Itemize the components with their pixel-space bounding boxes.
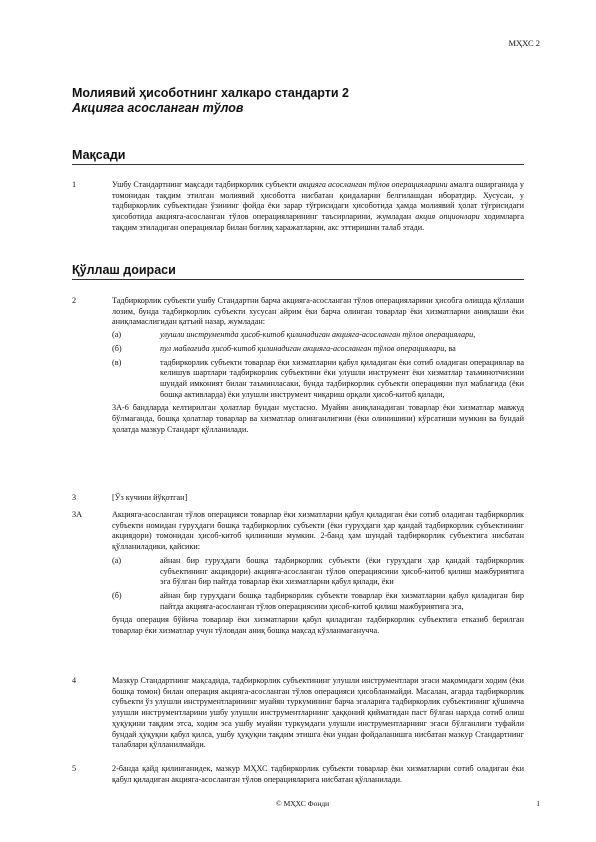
paragraph-3a (72, 510, 524, 637)
paragraph-number: 1 (72, 180, 77, 189)
list-item: (б) айнан бир гуруҳдаги бошқа тадбиркорлик субъекти товарлар ёки хизматларни қабул қиладиган бир пайтда акцияга-асосланган тўлов операциясини ҳисоб-китоб қилиш мажбуриятига эга, (112, 590, 524, 611)
paragraph-text: Мазкур Стандартнинг мақсадида, тадбиркорлик субъектининг улушли инструментлари эгаси мақомидаги ходим (ёки бошқа томон) билан операция акцияга-асосланган тўлов операцияси ҳисобланмайди. Масалан, агарда тадбиркорлик субъекти ўз улушли инструментларининг муайян туркумининг барча эгаларига тадбиркорлик субъектининг қўшимча улушли инструментларини ушбу улушли инструментларнинг ҳаққоний қийматидан паст бўлган нархда сотиб олиш ҳуқуқини тақдим этса, ходим эса ушбу муайян туркумдаги улушли инструментларнинг эгаси бўлганлиги туфайли бундай ҳуқуқни қабул қилса, ушбу ҳуқуқни тақдим этишга ёки ундан фойдаланишга нисбатан мазкур Стандартнинг талаблари қўлланилмайди. (112, 676, 524, 750)
standard-subtitle: Акцияга асосланган тўлов (72, 101, 244, 115)
paragraph-5 (72, 764, 524, 785)
paragraph-text: [Ўз кучини йўқотган] (112, 493, 188, 502)
paragraph-number: 4 (72, 676, 77, 685)
paragraph-number: 5 (72, 764, 77, 773)
list-item: (в) тадбиркорлик субъекти товарлар ёки хизматларни қабул қиладиган ёки сотиб оладиган операциялар ва келишув шартлари тадбиркорлик субъектини ёки улушли инструмент ёки хизматлар таъминотчисини шундай имконият билан таъминласаки, бунда тадбиркорлик субъекти операцияни пул маблағида (ёки бошқа активларда) ёки улушли инструмент чиқариш орқали ҳисоб-китоб қилади, (112, 357, 524, 399)
paragraph-text: Акцияга-асосланган тўлов операцияси товарлар ёки хизматларни қабул қиладиган ёки сотиб оладиган тадбиркорлик субъекти номидан гуруҳдаги бошқа тадбиркорлик субъекти (ёки гуруҳдаги ҳар қандай тадбиркорлик субъектининг акциядори) томонидан ҳисоб-китоб қилиниши мумкин. 2-банд ҳам шундай тадбиркорлик субъектига нисбатан қўлланиладики, қайсики: (112, 510, 524, 552)
standard-title: Молиявий ҳисоботнинг халкаро стандарти 2 (72, 86, 349, 100)
paragraph-tail: 3А-6 бандларда келтирилган ҳолатлар бундан мустасно. Муайян аниқланадиган товарлар ёки хизматлар мавжуд бўлмаганда, бошқа ҳолатлар товарлар ва хизматлар олинганлигини (ёки олинишини) кўрсатиши мумкин ва бундай ҳолатда мазкур Стандарт қўлланилади. (112, 403, 524, 434)
paragraph-number: 2 (72, 296, 77, 305)
paragraph-number: 3 (72, 493, 77, 502)
footer-copyright: © МҲХС Фонди (276, 799, 330, 808)
paragraph-2 (72, 296, 524, 435)
paragraph-text: Тадбиркорлик субъекти ушбу Стандартни барча акцияга-асосланган тўлов операцияларини ҳисобга олишда қўллаши лозим, бунда тадбиркорлик субъекти хусусан айрим ёки барча олинган товарлар ёки хизматларни аниқлаши ёки аниқламаслигидан қатъий назар, жумладан: (112, 296, 524, 327)
paragraph-3 (72, 493, 524, 504)
running-header-code: МҲХС 2 (508, 38, 540, 48)
paragraph-1 (72, 180, 524, 234)
paragraph-text: Ушбу Стандартнинг мақсади тадбиркорлик субъекти акцияга асосланган тўлов операцияларини амалга оширганида у томонидан тақдим этилган молиявий ҳисоботга нисбатан қоидаларни белгилашдан иборатдир. Хусусан, у тадбиркорлик субъектидан ўзининг фойда ёки зарар тўғрисидаги ҳисоботида ҳамда молиявий ҳолат тўғрисидаги ҳисоботида акцияга-асосланган тўлов операцияларининг таъсирларини, жумладан акция опционлари ходимларга тақдим этиладиган операциялар билан боғлиқ харажатларни, акс эттиришни талаб этади. (112, 180, 524, 232)
list-item: (а) улушли инструментда ҳисоб-китоб қилинадиган акцияга-асосланган тўлов операциялари, (112, 330, 476, 340)
list-item: (а) айнан бир гуруҳдаги бошқа тадбиркорлик субъекти (ёки гуруҳдаги ҳар қандай тадбиркорлик субъектининг акциядори) акцияга-асосланган тўлов операциясини ҳисоб-китоб қилиш мажбуриятига эга бўлган бир пайтда товарлар ёки хизматларни қабул қилади, ёки (112, 555, 524, 587)
paragraph-4 (72, 676, 524, 751)
section-heading-objective: Мақсади (72, 148, 524, 165)
paragraph-text: 2-банда қайд қилинганидек, мазкур МҲХС тадбиркорлик субъекти товарлар ёки хизматларни сотиб оладиган ёки қабул қиладиган акцияга-асосланган тўлов операцияларига нисбатан қўлланилади. (112, 764, 524, 784)
paragraph-tail: бунда операция бўйича товарлар ёки хизматларни қабул қиладиган тадбиркорлик субъектига етказиб берилган товарлар ёки хизматлар учун тўловдан аниқ бошқа мақсад кўзланмаганучча. (112, 615, 524, 636)
page-number: 1 (536, 799, 540, 808)
list-item: (б) пул маблағида ҳисоб-китоб қилинадиган акцияга-асосланган тўлов операциялари, ва (112, 343, 456, 353)
paragraph-number: 3А (72, 510, 83, 519)
section-heading-scope: Қўллаш доираси (72, 263, 524, 280)
